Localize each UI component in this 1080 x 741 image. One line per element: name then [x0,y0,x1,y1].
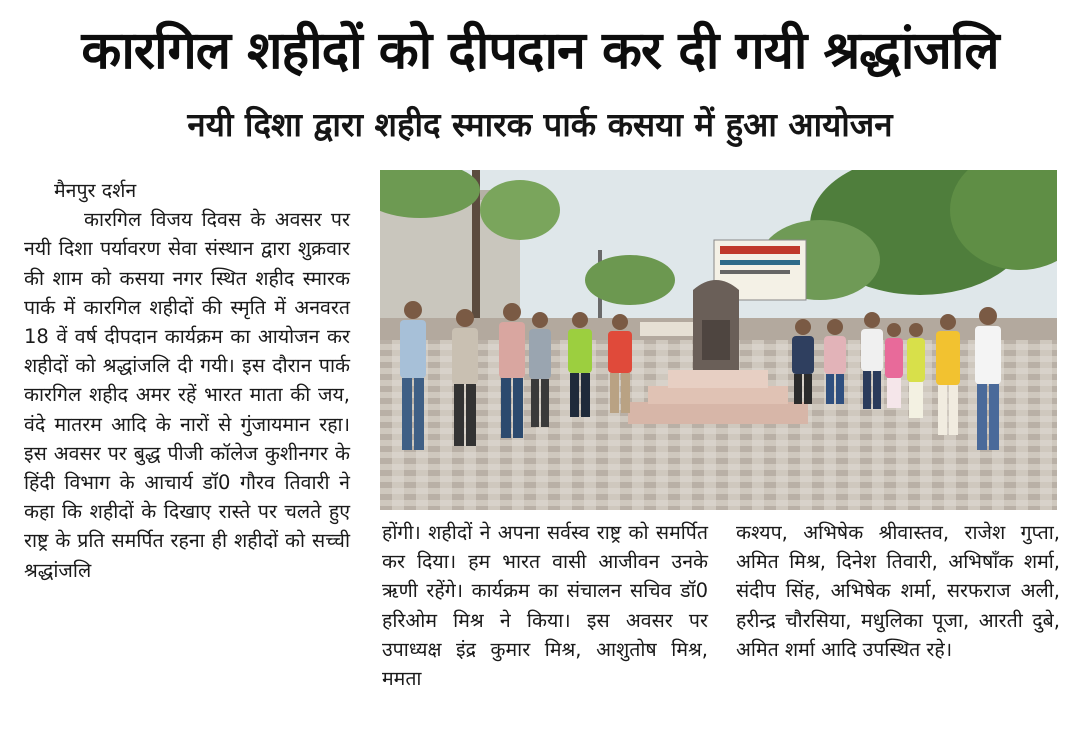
article-column-1 [24,176,350,585]
column-2-text: होंगी। शहीदों ने अपना सर्वस्व राष्ट्र को समर्पित कर दिया। हम भारत वासी आजीवन उनके ऋणी रहेंगे। कार्यक्रम का संचालन सचिव डॉ0 हरिओम मिश्र ने किया। इस अवसर पर उपाध्यक्ष इंद्र कुमार मिश्र, आशुतोष मिश्र, ममता [382,521,708,691]
column-3-text: कश्यप, अभिषेक श्रीवास्तव, राजेश गुप्ता, अमित मिश्र, दिनेश तिवारी, अभिषाँक शर्मा, संदीप सिंह, अभिषेक शर्मा, सरफराज अली, हरीन्द्र चौरसिया, मधुलिका पूजा, आरती दुबे, अमित शर्मा आदि उपस्थित रहे। [736,521,1060,661]
memorial-base [628,402,808,424]
article-column-3 [736,518,1060,664]
news-photo [380,170,1057,510]
dateline: मैनपुर दर्शन [54,179,137,202]
column-1-text: कारगिल विजय दिवस के अवसर पर नयी दिशा पर्यावरण सेवा संस्थान द्वारा शुक्रवार की शाम को कसया नगर स्थित शहीद स्मारक पार्क में कारगिल शहीदों की स्मृति में अनवरत 18 वें वर्ष दीपदान कार्यक्रम का आयोजन कर शहीदों को श्रद्धांजलि दी गयी। इस दौरान पार्क कारगिल शहीद अमर रहें भारत माता की जय, वंदे मातरम आदि के नारों से गुंजायमान रहा। इस अवसर पर बुद्ध पीजी कॉलेज कुशीनगर के हिंदी विभाग के आचार्य डॉ0 गौरव तिवारी ने कहा कि शहीदों के दिखाए रास्ते पर चलते हुए राष्ट्र के प्रति समर्पित रहना ही शहीदों को सच्ची श्रद्धांजलि [24,208,350,582]
headline: कारगिल शहीदों को दीपदान कर दी गयी श्रद्धांजलि [81,21,999,81]
subheadline: नयी दिशा द्वारा शहीद स्मारक पार्क कसया में हुआ आयोजन [187,105,893,144]
article-column-2 [382,518,708,693]
photo-illustration [380,170,1057,510]
